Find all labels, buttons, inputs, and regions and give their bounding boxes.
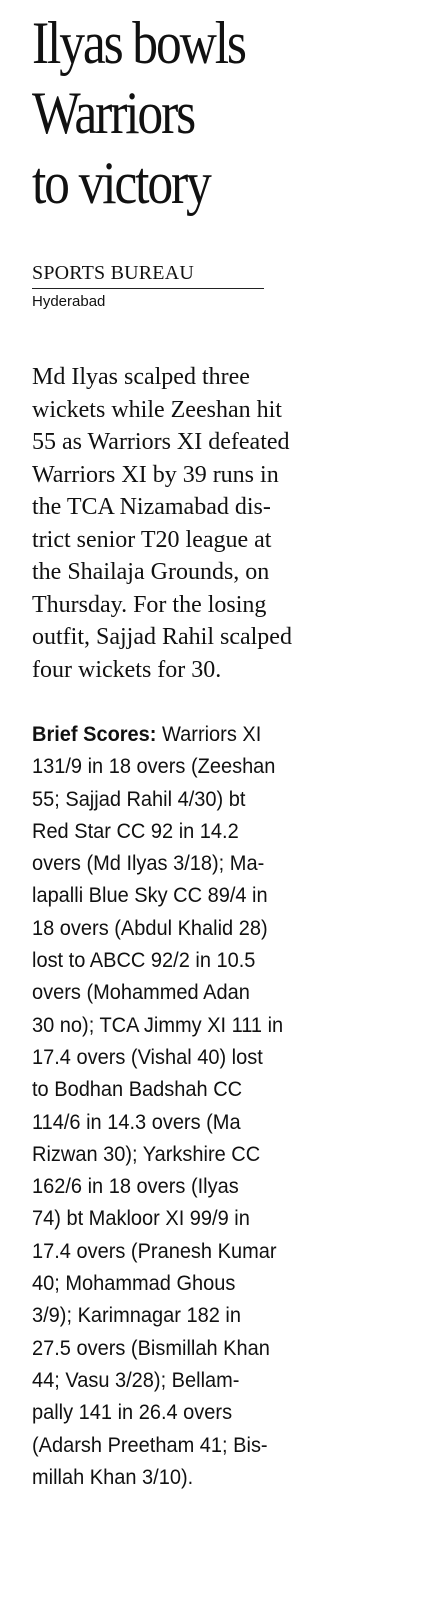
scores-line: 44; Vasu 3/28); Bellam- bbox=[32, 1367, 240, 1392]
lede-line: Thursday. For the losing bbox=[32, 591, 267, 618]
scores-line: 18 overs (Abdul Khalid 28) bbox=[32, 915, 268, 940]
scores-line: to Bodhan Badshah CC bbox=[32, 1077, 243, 1102]
scores-line: 131/9 in 18 overs (Zeeshan bbox=[32, 754, 276, 779]
scores-line: 55; Sajjad Rahil 4/30) bt bbox=[32, 786, 246, 811]
scores-line: Red Star CC 92 in 14.2 bbox=[32, 818, 239, 843]
byline-bureau: SPORTS BUREAU bbox=[32, 260, 264, 289]
headline bbox=[32, 8, 393, 218]
lede-line: Warriors XI by 39 runs in bbox=[32, 461, 279, 488]
news-article bbox=[32, 8, 404, 1493]
scores-line: millah Khan 3/10). bbox=[32, 1464, 194, 1489]
lede-line: the TCA Nizamabad dis- bbox=[32, 494, 271, 520]
scores-line: 114/6 in 14.3 overs (Ma bbox=[32, 1109, 241, 1134]
scores-line: 17.4 overs (Pranesh Kumar bbox=[32, 1238, 277, 1263]
scores-first-line-text: Warriors XI bbox=[156, 722, 262, 746]
scores-line: 3/9); Karimnagar 182 in bbox=[32, 1303, 241, 1328]
scores-line: 27.5 overs (Bismillah Khan bbox=[32, 1335, 270, 1360]
lede-line: trict senior T20 league at bbox=[32, 526, 272, 553]
lede-line: Md Ilyas scalped three bbox=[32, 364, 250, 390]
scores-line: 17.4 overs (Vishal 40) lost bbox=[32, 1044, 263, 1069]
scores-line: 30 no); TCA Jimmy XI 111 in bbox=[32, 1012, 284, 1037]
scores-line: 74) bt Makloor XI 99/9 in bbox=[32, 1206, 250, 1231]
scores-line: overs (Mohammed Adan bbox=[32, 980, 250, 1005]
dateline: Hyderabad bbox=[32, 293, 106, 310]
lede-line: wickets while Zeeshan hit bbox=[32, 396, 282, 423]
scores-line: 162/6 in 18 overs (Ilyas bbox=[32, 1174, 239, 1199]
headline-line: to victory bbox=[32, 150, 210, 216]
scores-line: lapalli Blue Sky CC 89/4 in bbox=[32, 883, 268, 908]
lede-line: 55 as Warriors XI defeated bbox=[32, 429, 290, 455]
lede-line: the Shailaja Grounds, on bbox=[32, 559, 270, 585]
lede-line: four wickets for 30. bbox=[32, 656, 222, 683]
brief-scores bbox=[32, 718, 378, 1493]
scores-first-line bbox=[32, 718, 378, 750]
headline-line: Ilyas bowls bbox=[32, 10, 245, 76]
lede-line: outfit, Sajjad Rahil scalped bbox=[32, 624, 292, 650]
scores-label: Brief Scores: bbox=[32, 722, 157, 746]
scores-line: pally 141 in 26.4 overs bbox=[32, 1400, 233, 1425]
byline bbox=[32, 260, 264, 313]
headline-line: Warriors bbox=[32, 80, 195, 146]
scores-line: 40; Mohammad Ghous bbox=[32, 1271, 236, 1296]
scores-line: (Adarsh Preetham 41; Bis- bbox=[32, 1432, 268, 1457]
scores-line: lost to ABCC 92/2 in 10.5 bbox=[32, 948, 256, 973]
lede-paragraph bbox=[32, 361, 404, 686]
scores-line: Rizwan 30); Yarkshire CC bbox=[32, 1141, 261, 1166]
scores-line: overs (Md Ilyas 3/18); Ma- bbox=[32, 851, 265, 876]
